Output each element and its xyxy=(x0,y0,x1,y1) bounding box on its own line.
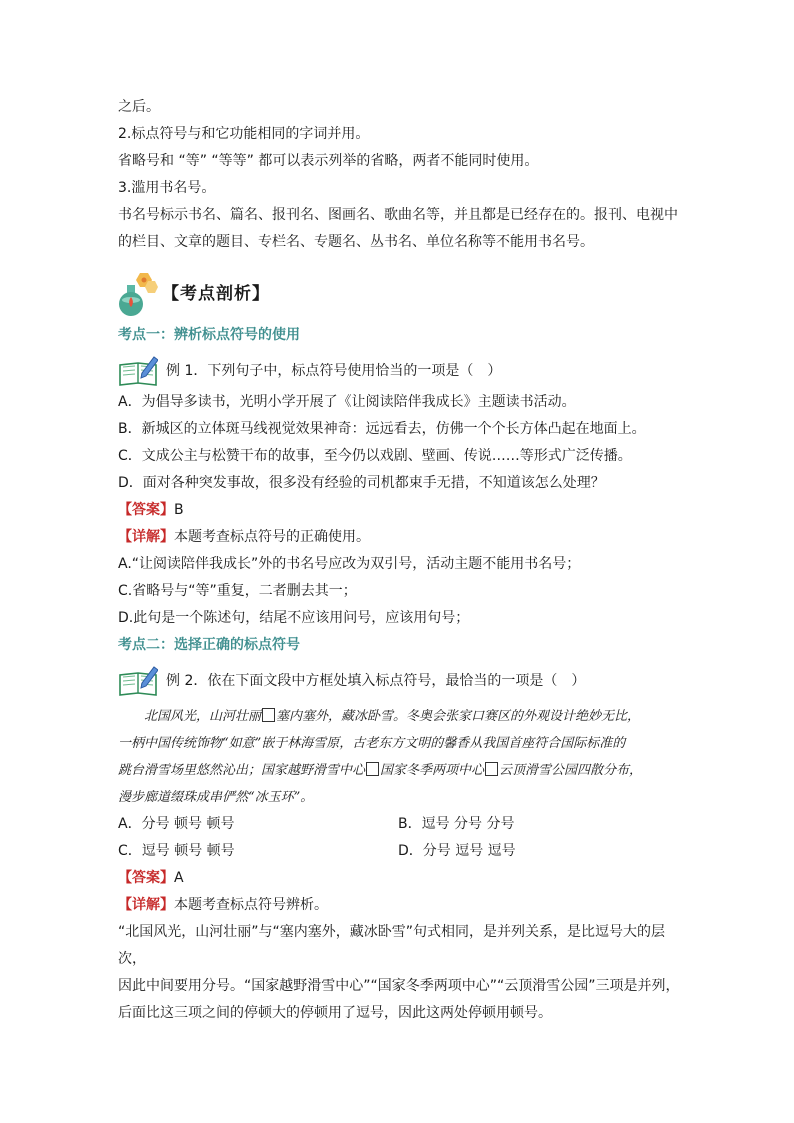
passage-line: 一柄中国传统饰物“如意”嵌于林海雪原，古老东方文明的馨香从我国首座符合国际标准的 xyxy=(118,736,626,751)
option-b: B．新城区的立体斑马线视觉效果神奇：远远看去，仿佛一个个长方体凸起在地面上。 xyxy=(118,421,646,437)
example-question xyxy=(118,353,688,389)
example-question xyxy=(118,663,688,699)
book-pencil-icon xyxy=(118,355,158,387)
detail-text: 本题考查标点符号的正确使用。 xyxy=(174,529,370,545)
blank-box xyxy=(366,762,379,776)
detail-line xyxy=(118,892,688,919)
answer-label: 【答案】 xyxy=(118,502,174,518)
option-a: A．分号 顿号 顿号 xyxy=(118,816,235,832)
document-body xyxy=(118,94,688,1027)
passage-line: 北国风光，山河壮丽 塞内塞外，藏冰卧雪。冬奥会张家口赛区的外观设计绝妙无比， xyxy=(144,709,641,724)
book-pencil-icon xyxy=(118,665,158,697)
answer-line xyxy=(118,497,688,524)
option-c: C．文成公主与松赞干布的故事，至今仍以戏剧、壁画、传说……等形式广泛传播。 xyxy=(118,448,632,464)
text-line: 省略号和 “等” “等等” 都可以表示列举的省略，两者不能同时使用。 xyxy=(118,153,539,169)
answer-value: A xyxy=(174,870,184,886)
key-point-heading: 考点二：选择正确的标点符号 xyxy=(118,637,300,653)
question-text: 例 1．下列句子中，标点符号使用恰当的一项是（ ） xyxy=(166,362,502,379)
option-d: D．面对各种突发事故，很多没有经验的司机都束手无措，不知道该怎么处理？ xyxy=(118,475,605,491)
answer-label: 【答案】 xyxy=(118,870,174,886)
detail-line xyxy=(118,524,688,551)
answer-value: B xyxy=(174,502,184,518)
flask-icon xyxy=(118,271,158,317)
detail-label: 【详解】 xyxy=(118,529,174,545)
explain-line: C.省略号与“等”重复，二者删去其一； xyxy=(118,583,357,599)
text-line: 的栏目、文章的题目、专栏名、专题名、丛书名、单位名称等不能用书名号。 xyxy=(118,234,594,250)
text-line: 书名号标示书名、篇名、报刊名、图画名、歌曲名等，并且都是已经存在的。报刊、电视中 xyxy=(118,207,678,223)
text-line: 2.标点符号与和它功能相同的字词并用。 xyxy=(118,126,370,142)
section-header xyxy=(118,266,688,322)
explain-line: 因此中间要用分号。“国家越野滑雪中心”“国家冬季两项中心”“云顶滑雪公园”三项是并列， xyxy=(118,978,680,994)
blank-box xyxy=(485,762,498,776)
detail-text: 本题考查标点符号辨析。 xyxy=(174,897,328,913)
passage-line: 漫步廊道缀珠成串俨然“冰玉环”。 xyxy=(118,790,314,805)
blank-box xyxy=(262,708,275,722)
explain-line: “北国风光，山河壮丽”与“塞内塞外，藏冰卧雪”句式相同，是并列关系，是比逗号大的层次， xyxy=(118,924,666,967)
explain-line: D.此句是一个陈述句，结尾不应该用问号，应该用句号； xyxy=(118,610,470,626)
text-line: 3.滥用书名号。 xyxy=(118,180,216,196)
option-a: A．为倡导多读书，光明小学开展了《让阅读陪伴我成长》主题读书活动。 xyxy=(118,394,576,410)
text-line: 之后。 xyxy=(118,99,160,115)
explain-line: A.“让阅读陪伴我成长”外的书名号应改为双引号，活动主题不能用书名号； xyxy=(118,556,581,572)
option-grid xyxy=(118,811,688,865)
section-title: 【考点剖析】 xyxy=(162,283,270,304)
reading-passage xyxy=(118,703,688,811)
option-b: B．逗号 分号 分号 xyxy=(398,816,515,832)
passage-line: 跳台滑雪场里悠然沁出；国家越野滑雪中心 国家冬季两项中心 云顶滑雪公园四散分布， xyxy=(118,763,643,778)
question-text: 例 2．依在下面文段中方框处填入标点符号，最恰当的一项是（ ） xyxy=(166,672,586,689)
explain-line: 后面比这三项之间的停顿大的停顿用了逗号，因此这两处停顿用顿号。 xyxy=(118,1005,552,1021)
key-point-heading: 考点一：辨析标点符号的使用 xyxy=(118,327,300,343)
detail-label: 【详解】 xyxy=(118,897,174,913)
option-d: D．分号 逗号 逗号 xyxy=(398,843,516,859)
option-c: C．逗号 顿号 顿号 xyxy=(118,843,235,859)
answer-line xyxy=(118,865,688,892)
